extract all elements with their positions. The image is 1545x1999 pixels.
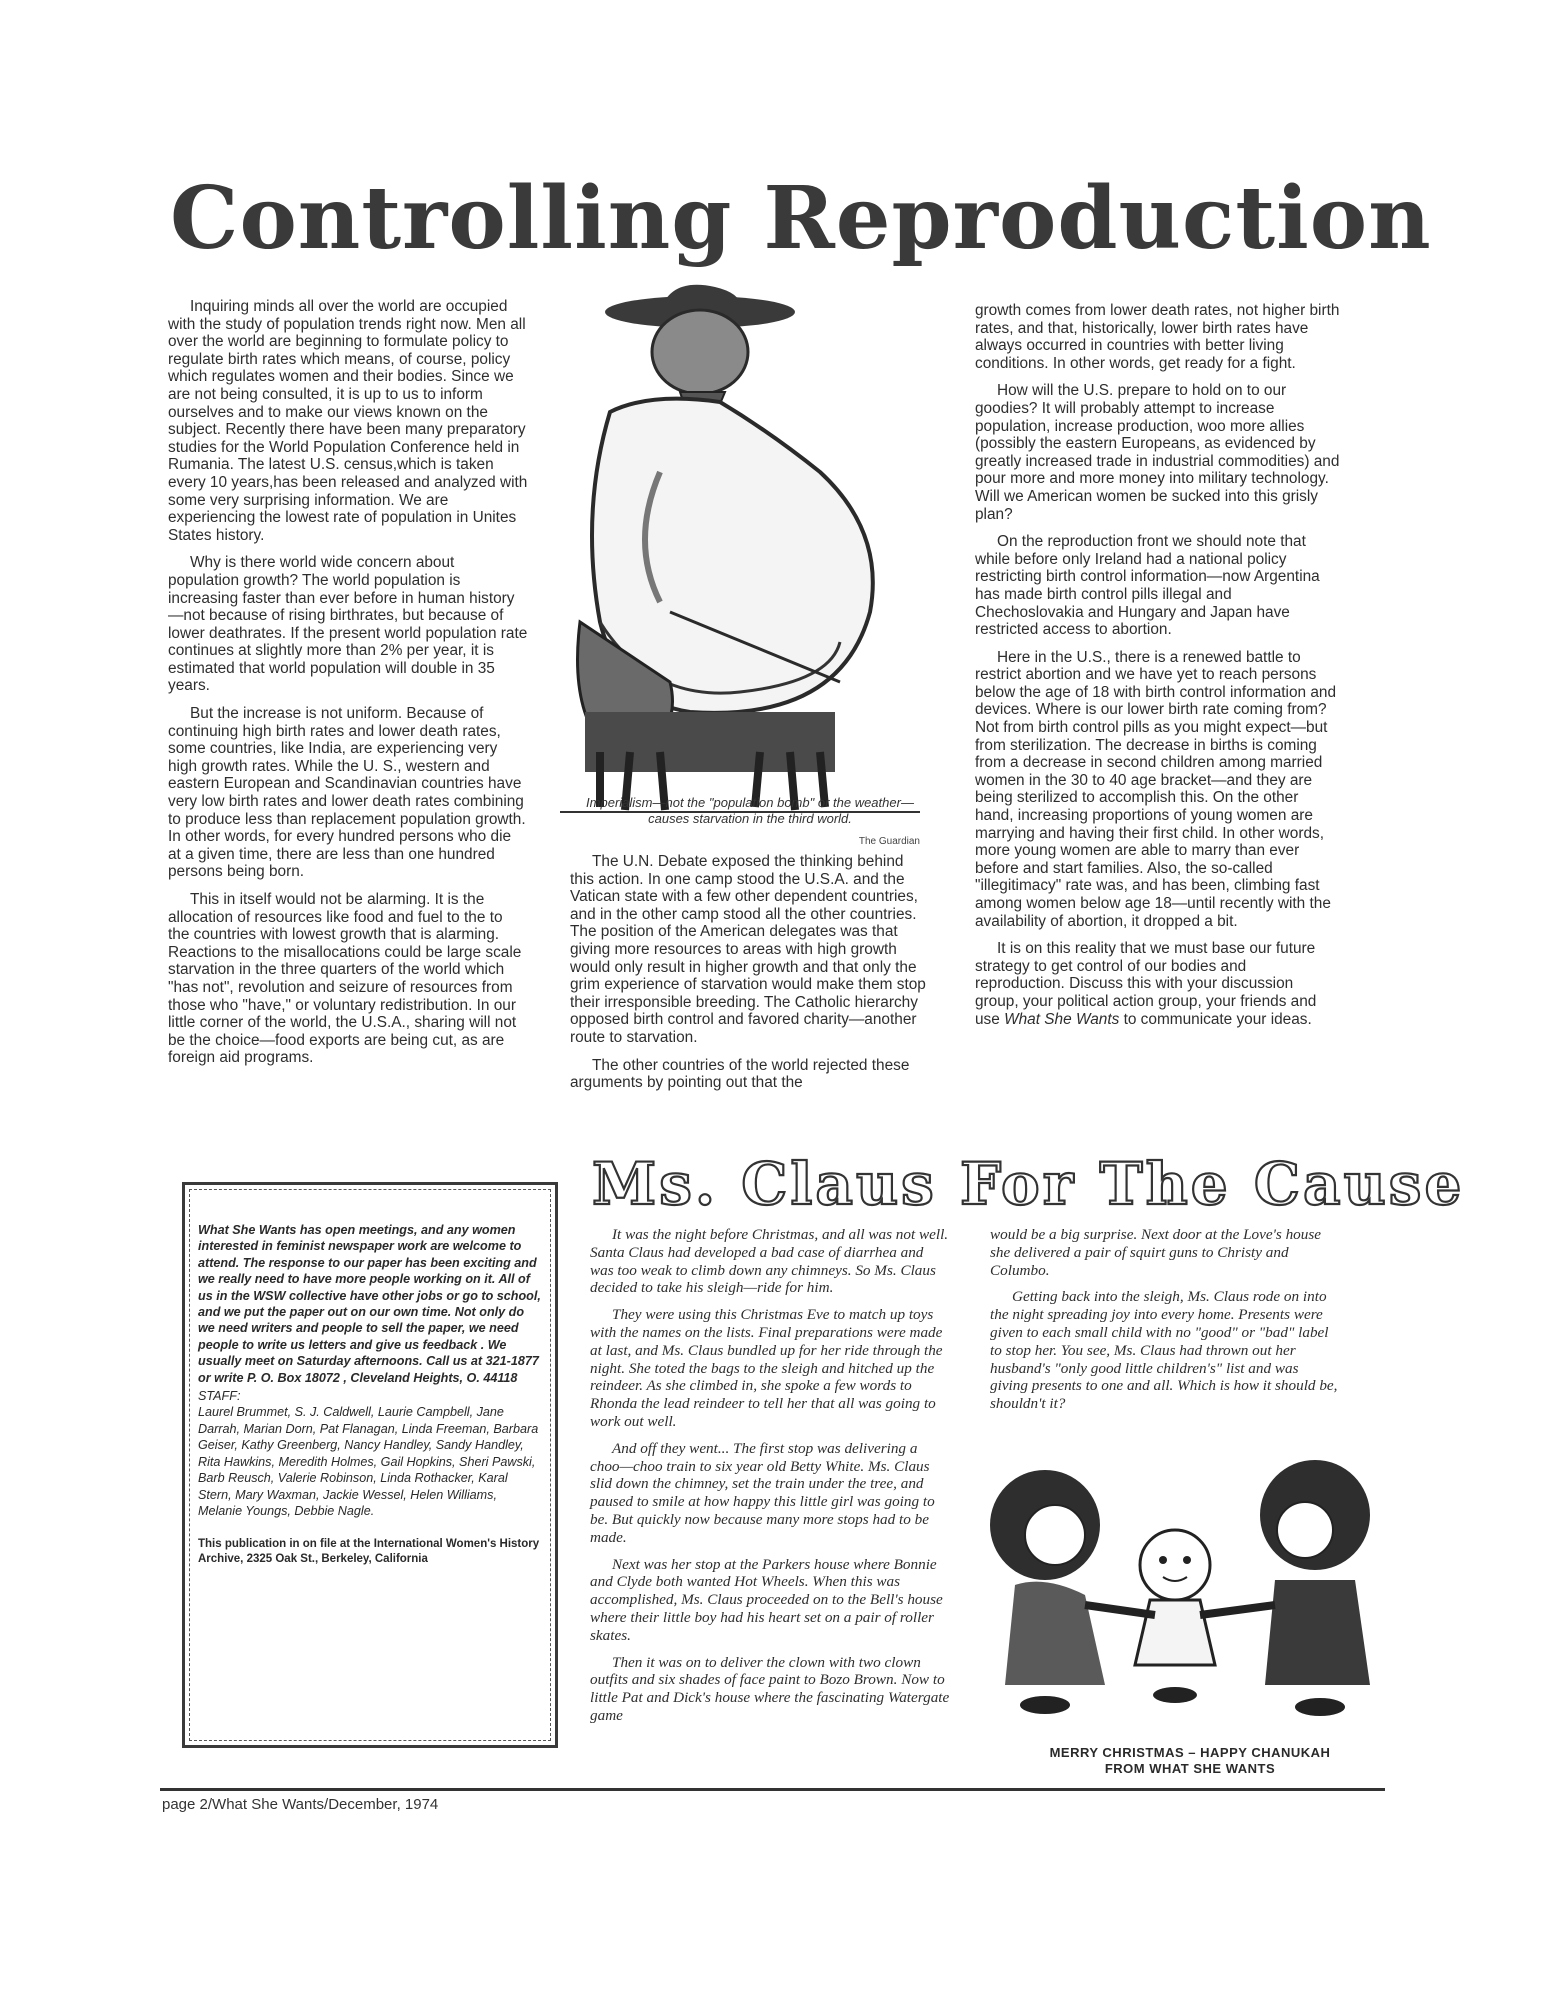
- article-paragraph: Inquiring minds all over the world are occupied with the study of population trends right now. Men all over the world are beginning to formulate policy to regulate birth rates which means, of course, policy which regulates women and their bodies. Since we are not being consulted, it is up to us to inform ourselves and to make our views known on the subject. Recently there have been many preparatory studies for the World Population Conference held in Rumania. The latest U.S. census,which is taken every 10 years,has been released and analyzed with some very surprising information. We are experiencing the lowest rate of population in Unites States history.: [168, 298, 528, 544]
- cartoon-caption: Imperialism—not the "population bomb" or the weather—causes starvation in the third world.: [586, 795, 914, 826]
- story-paragraph: Getting back into the sleigh, Ms. Claus rode on into the night spreading joy into every home. Presents were given to each small child with no "good" or "bad" label to stop her. You see, Ms. Claus had thrown out her husband's "only good little children's" list and was giving presents to one and all. Which is how it should be, shouldn't it?: [990, 1288, 1338, 1413]
- notice-text: [198, 1222, 543, 1386]
- story-left-column: [590, 1226, 950, 1734]
- story-title: Ms. Claus For The Cause: [592, 1150, 1465, 1218]
- story-paragraph: Then it was on to deliver the clown with two clown outfits and six shades of face paint to Bozo Brown. Now to little Pat and Dick's house where the fascinating Watergate game: [590, 1653, 950, 1724]
- cartoon-credit: The Guardian: [858, 836, 920, 847]
- imperialism-cartoon-illustration: [540, 282, 940, 822]
- article-paragraph: The U.N. Debate exposed the thinking behind this action. In one camp stood the U.S.A. and the Vatican state with a few other dependent countries, and in the other camp stood all the other countries. The position of the American delegates was that giving more resources to areas with high growth would only result in higher growth and that only the grim experience of starvation would make them stop their irresponsible breeding. The Catholic hierarchy opposed birth control and favored charity—another route to starvation.: [570, 853, 926, 1046]
- article-title: Controlling Reproduction: [170, 168, 1432, 269]
- article-paragraph: On the reproduction front we should note that while before only Ireland had a national policy restricting birth control information—now Argentina has made birth control pills illegal and Chechoslovakia and Hungary and Japan have restricted access to abortion.: [975, 533, 1320, 639]
- story-paragraph: They were using this Christmas Eve to match up toys with the names on the lists. Final preparations were made at last, and Ms. Claus bundled up for her ride through the night. She toted the bags to the sleigh and hitched up the reindeer. As she climbed in, she spoke a few words to Rhonda the lead reindeer to tell her that all was going to work out well.: [590, 1306, 943, 1430]
- children-dancing-illustration: [975, 1455, 1385, 1730]
- footer-rule: [160, 1788, 1385, 1791]
- article-paragraph: growth comes from lower death rates, not higher birth rates, and that, historically, lower birth rates have always occurred in countries with better living conditions. In other words, get ready for a fight.: [975, 302, 1340, 372]
- story-right-column: [990, 1226, 1340, 1422]
- article-paragraph: Why is there world wide concern about population growth? The world population is increasing faster than ever before in human history—not because of rising birthrates, but because of lower deathrates. If the present world population rate continues at slightly more than 2% per year, it is estimated that world population will double in 35 years.: [168, 554, 528, 695]
- notice-box: [198, 1222, 543, 1567]
- page-footer: page 2/What She Wants/December, 1974: [162, 1796, 439, 1813]
- holiday-greeting: [1000, 1745, 1380, 1777]
- greeting-line: MERRY CHRISTMAS – HAPPY CHANUKAH: [1049, 1745, 1331, 1760]
- article-left-column: [168, 298, 528, 1077]
- article-right-column: [975, 302, 1340, 1038]
- article-paragraph: But the increase is not uniform. Because of continuing high birth rates and lower death rates, some countries, like India, are experiencing very high growth rates. While the U. S., western and eastern European and Scandinavian countries have very low birth rates and lower death rates combining to produce less than replacement population growth. In other words, for every hundred persons who die at a given time, there are less than one hundred persons being born.: [168, 705, 526, 881]
- story-paragraph: And off they went... The first stop was delivering a choo—choo train to six year old Betty White. Ms. Claus slid down the chimney, set the train under the tree, and paused to smile at how happy this little girl was going to be. But quickly now because many more stops had to be made.: [590, 1439, 935, 1546]
- staff-heading: STAFF:: [198, 1389, 241, 1404]
- story-paragraph: Next was her stop at the Parkers house where Bonnie and Clyde both wanted Hot Wheels. When this was accomplished, Ms. Claus proceeded on to the Bell's house where their little boy had his heart set on a pair of roller skates.: [590, 1555, 943, 1644]
- article-paragraph: This in itself would not be alarming. It is the allocation of resources like food and fuel to the to the countries with lowest growth that is alarming. Reactions to the misallocations could be large scale starvation in the three quarters of the world which "has not", revolution and seizure of resources from those who "have," or voluntary redistribution. In our little corner of the world, the U.S.A., sharing will not be the choice—food exports are being cut, as are foreign aid programs.: [168, 891, 522, 1067]
- closing-text: It is on this reality that we must base our future strategy to get control of our bodies and reproduction. Discuss this with your discussion group, your political action group, your friends and use: [975, 940, 1317, 1028]
- closing-text: to communicate your ideas.: [1119, 1010, 1312, 1028]
- story-paragraph: It was the night before Christmas, and all was not well. Santa Claus had developed a bad case of diarrhea and was too weak to climb down any chimneys. So Ms. Claus decided to take his sleigh—ride for him.: [590, 1226, 949, 1297]
- publication-name: What She Wants: [198, 1223, 297, 1237]
- staff-list: Laurel Brummet, S. J. Caldwell, Laurie Campbell, Jane Darrah, Marian Dorn, Pat Flanagan, Linda Freeman, Barbara Geiser, Kathy Greenberg, Nancy Handley, Sandy Handley, Rita Hawkins, Meredith Holmes, Gail Hopkins, Sheri Pawski, Barb Reusch, Valerie Robinson, Linda Rothacker, Karal Stern, Mary Waxman, Jackie Wessel, Helen Williams, Melanie Youngs, Debbie Nagle.: [198, 1405, 539, 1518]
- notice-body: has open meetings, and any women interested in feminist newspaper work are welcome to attend. The response to our paper has been exciting and we really need to have more people working on it. All of us in the WSW collective have other jobs or go to school, and we put the paper out on our own time. Not only do we need writers and people to sell the paper, we need people to write us letters and give us feedback . We usually meet on Saturday afternoons. Call us at 321-1877 or write P. O. Box 18072 , Cleveland Heights, O. 44118: [198, 1223, 541, 1385]
- publication-name: What She Wants: [1004, 1010, 1120, 1028]
- greeting-line: FROM WHAT SHE WANTS: [1104, 1761, 1276, 1776]
- article-paragraph: How will the U.S. prepare to hold on to our goodies? It will probably attempt to increase population, increase production, woo more allies (possibly the eastern Europeans, as evidenced by greatly increased trade in industrial commodities) and pour more and more money into military technology. Will we American women be sucked into this grisly plan?: [975, 382, 1340, 523]
- article-paragraph: The other countries of the world rejected these arguments by pointing out that the: [570, 1056, 910, 1092]
- archive-note: This publication in on file at the International Women's History Archive, 2325 Oak St., Berkeley, California: [198, 1538, 540, 1566]
- article-paragraph: Here in the U.S., there is a renewed battle to restrict abortion and we have yet to reach persons below the age of 18 with birth control information and devices. Where is our lower birth rate coming from? Not from birth control pills as you might expect—but from sterilization. The decrease in births is coming from a decrease in second children among married women in the 30 to 40 age bracket—and they are being sterilized to accomplish this. On the other hand, increasing proportions of young women are marrying and having their first child. In other words, more young women are able to marry than ever before and start families. Also, the so-called "illegitimacy" rate was, and has been, climbing fast among women below age 18—until recently with the availability of abortion, it dropped a bit.: [975, 648, 1337, 930]
- article-middle-column: [570, 853, 930, 1102]
- story-paragraph: would be a big surprise. Next door at the Love's house she delivered a pair of squirt guns to Christy and Columbo.: [990, 1226, 1322, 1279]
- article-closing-paragraph: [975, 940, 1340, 1028]
